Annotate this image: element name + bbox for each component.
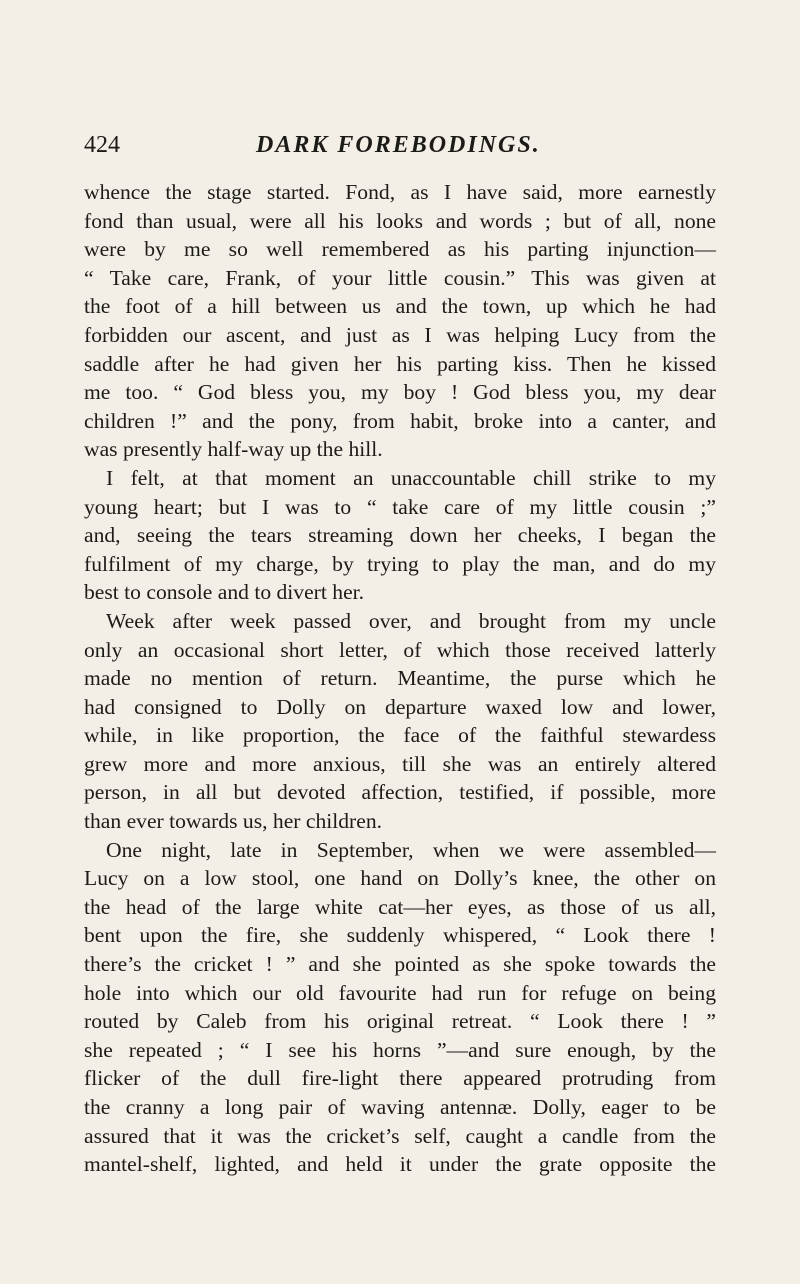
text-line: were by me so well remembered as his parting injunction—: [84, 237, 716, 262]
text-line: best to console and to divert her.: [84, 580, 365, 605]
text-line: was presently half-way up the hill.: [84, 437, 383, 462]
page-number: 424: [84, 132, 120, 158]
text-line: there’s the cricket ! ” and she pointed as she spoke towards the: [84, 952, 716, 977]
text-line: mantel-shelf, lighted, and held it under the grate opposite the: [84, 1152, 716, 1177]
text-line: children !” and the pony, from habit, broke into a canter, and: [84, 408, 716, 433]
text-line: hole into which our old favourite had run for refuge on being: [84, 980, 716, 1005]
text-line: Week after week passed over, and brought from my uncle: [106, 608, 716, 633]
body-text: [84, 178, 716, 1179]
text-line: forbidden our ascent, and just as I was helping Lucy from the: [84, 322, 716, 347]
text-line: me too. “ God bless you, my boy ! God bless you, my dear: [84, 380, 716, 405]
text-line: had consigned to Dolly on departure waxed low and lower,: [84, 694, 716, 719]
text-line: flicker of the dull fire-light there appeared protruding from: [84, 1066, 716, 1091]
text-line: the foot of a hill between us and the town, up which he had: [84, 294, 716, 319]
running-title: DARK FOREBODINGS.: [256, 132, 541, 158]
text-line: grew more and more anxious, till she was an entirely altered: [84, 751, 716, 776]
text-line: and, seeing the tears streaming down her cheeks, I began the: [84, 523, 716, 548]
text-line: routed by Caleb from his original retreat. “ Look there ! ”: [84, 1009, 716, 1034]
text-line: saddle after he had given her his parting kiss. Then he kissed: [84, 351, 716, 376]
text-line: whence the stage started. Fond, as I have said, more earnestly: [84, 180, 716, 204]
text-line: young heart; but I was to “ take care of my little cousin ;”: [84, 494, 716, 519]
text-line: person, in all but devoted affection, testified, if possible, more: [84, 780, 716, 805]
text-line: bent upon the fire, she suddenly whispered, “ Look there !: [84, 923, 716, 948]
text-line: fond than usual, were all his looks and words ; but of all, none: [84, 208, 716, 233]
text-line: fulfilment of my charge, by trying to play the man, and do my: [84, 551, 716, 576]
text-line: while, in like proportion, the face of the faithful stewardess: [84, 723, 716, 748]
text-line: the cranny a long pair of waving antennæ. Dolly, eager to be: [84, 1095, 716, 1119]
running-head: [84, 132, 716, 164]
text-line: the head of the large white cat—her eyes, as those of us all,: [84, 894, 716, 919]
text-line: than ever towards us, her children.: [84, 809, 383, 834]
text-line: Lucy on a low stool, one hand on Dolly’s knee, the other on: [84, 866, 716, 891]
text-line: she repeated ; “ I see his horns ”—and sure enough, by the: [84, 1037, 716, 1062]
text-line: made no mention of return. Meantime, the purse which he: [84, 666, 716, 691]
text-line: only an occasional short letter, of which those received latterly: [84, 637, 716, 662]
text-line: I felt, at that moment an unaccountable chill strike to my: [106, 465, 716, 490]
text-line: One night, late in September, when we were assembled—: [106, 837, 716, 862]
text-line: “ Take care, Frank, of your little cousin.” This was given at: [84, 265, 716, 290]
text-line: assured that it was the cricket’s self, caught a candle from the: [84, 1123, 716, 1148]
